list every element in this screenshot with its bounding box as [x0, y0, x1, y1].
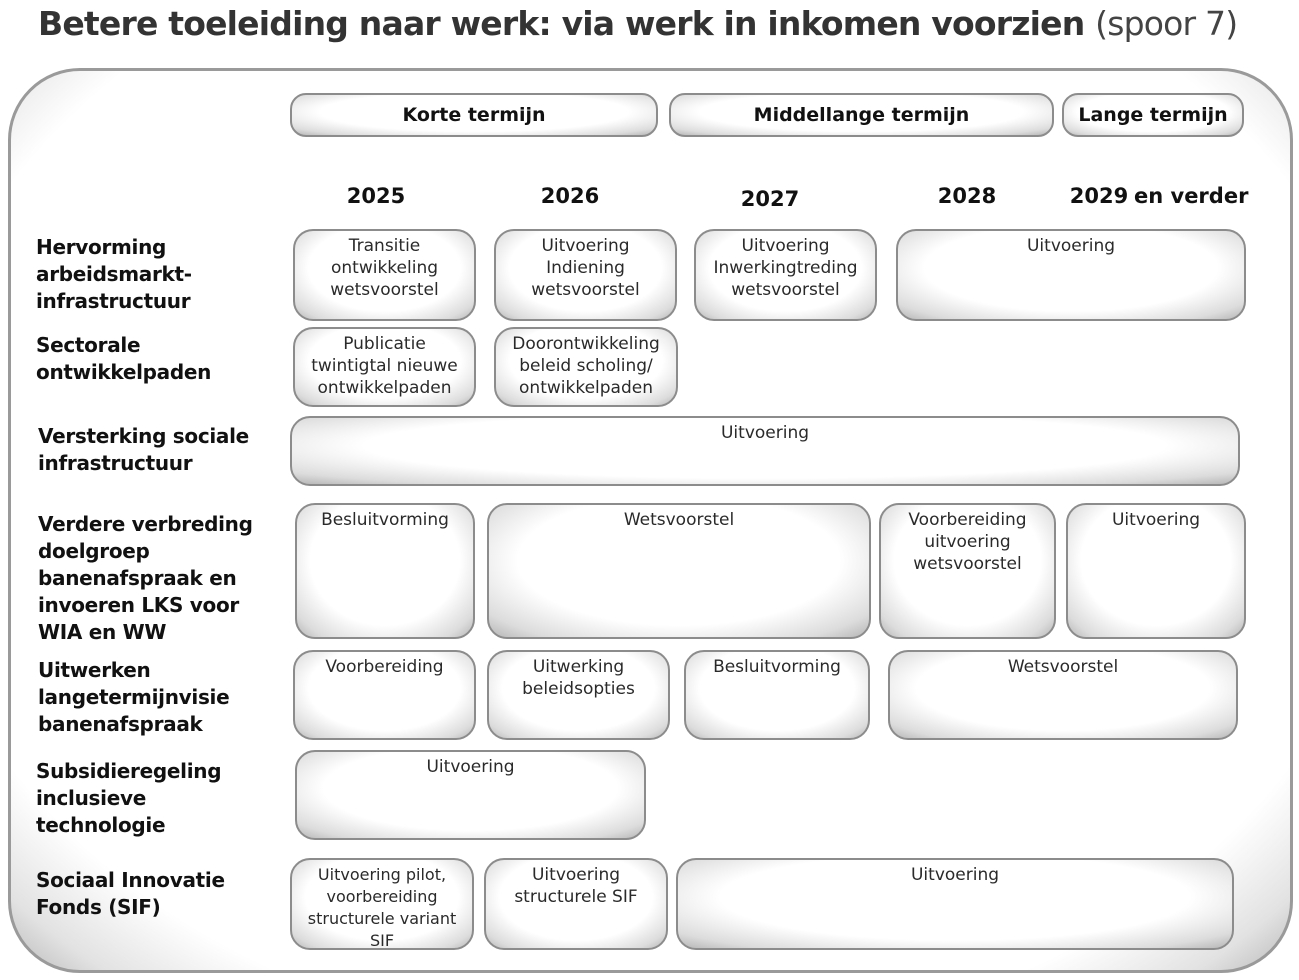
activity-box: Voorbereiding: [293, 650, 476, 740]
activity-box: Uitvoering structurele SIF: [484, 858, 668, 950]
activity-box: Wetsvoorstel: [888, 650, 1238, 740]
row-label-sif: Sociaal Innovatie Fonds (SIF): [36, 868, 225, 919]
row-label-banenafspraak-lks: Verdere verbreding doelgroep banenafspraak en invoeren LKS voor WIA en WW: [38, 512, 253, 644]
activity-box: Uitvoering Inwerkingtreding wetsvoorstel: [694, 229, 877, 321]
activity-box: Besluitvorming: [295, 503, 475, 639]
activity-box: Voorbereiding uitvoering wetsvoorstel: [879, 503, 1056, 639]
activity-box: Uitvoering: [896, 229, 1246, 321]
title-main: Betere toeleiding naar werk: via werk in inkomen voorzien: [38, 4, 1085, 43]
activity-box: Uitvoering Indiening wetsvoorstel: [494, 229, 677, 321]
activity-box: Uitvoering: [676, 858, 1234, 950]
activity-box: Besluitvorming: [684, 650, 870, 740]
year-2026: 2026: [540, 184, 600, 208]
activity-box: Wetsvoorstel: [487, 503, 871, 639]
row-label-subsidieregeling: Subsidieregeling inclusieve technologie: [36, 759, 222, 837]
row-label-ontwikkelpaden: Sectorale ontwikkelpaden: [36, 333, 212, 384]
term-long: Lange termijn: [1062, 93, 1244, 137]
diagram-title: [38, 4, 1288, 52]
year-2025: 2025: [346, 184, 406, 208]
year-2029: 2029: [1069, 184, 1129, 208]
term-short: Korte termijn: [290, 93, 658, 137]
activity-box: Uitwerking beleidsopties: [487, 650, 670, 740]
activity-box: Doorontwikkeling beleid scholing/ ontwikkelpaden: [494, 327, 678, 407]
year-2028: 2028: [937, 184, 997, 208]
activity-box: Uitvoering: [1066, 503, 1246, 639]
year-and-later: en verder: [1134, 184, 1249, 208]
title-subtitle: (spoor 7): [1095, 4, 1238, 43]
activity-box: Uitvoering pilot, voorbereiding structurele variant SIF: [290, 858, 474, 950]
row-label-sociale-infrastructuur: Versterking sociale infrastructuur: [38, 424, 249, 475]
activity-box: Publicatie twintigtal nieuwe ontwikkelpaden: [293, 327, 476, 407]
term-medium: Middellange termijn: [669, 93, 1054, 137]
row-label-langetermijnvisie: Uitwerken langetermijnvisie banenafspraak: [38, 658, 230, 736]
activity-box: Uitvoering: [290, 416, 1240, 486]
row-label-arbeidsmarktinfrastructuur: Hervorming arbeidsmarkt- infrastructuur: [36, 235, 192, 313]
activity-box: Uitvoering: [295, 750, 646, 840]
year-2027: 2027: [740, 187, 800, 211]
activity-box: Transitie ontwikkeling wetsvoorstel: [293, 229, 476, 321]
